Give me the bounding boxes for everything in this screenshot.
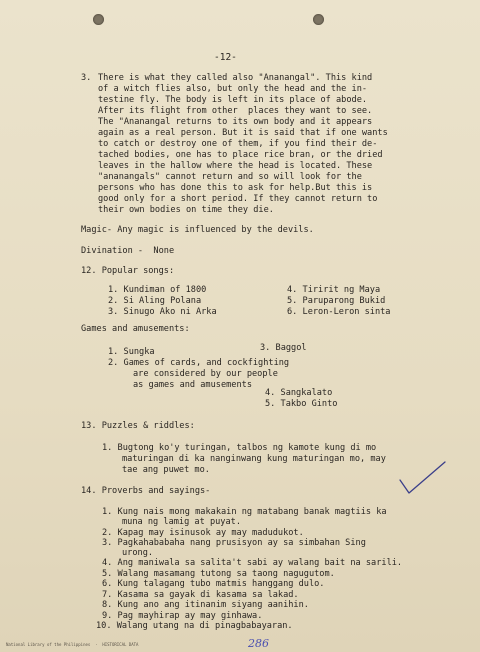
riddle-line: tae ang puwet mo.	[122, 465, 210, 475]
item3-line: good only for a short period. If they cannot return to	[98, 194, 378, 204]
footer-text: National Library of the Philippines · HISTORICAL DATA	[6, 642, 139, 647]
riddle-line: maturingan di ka nanginwang kung maturingan mo, may	[122, 454, 386, 464]
item3-line: There is what they called also "Ananangal". This kind	[98, 73, 373, 83]
proverb-line: 7. Kasama sa gayak di kasama sa lakad.	[102, 590, 299, 600]
proverb-line: 9. Pag mayhirap ay may ginhawa.	[102, 611, 263, 621]
song-item: 1. Kundiman of 1800	[108, 285, 207, 295]
game-item: 1. Sungka	[108, 347, 155, 357]
riddle-line: 1. Bugtong ko'y turingan, talbos ng kamote kung di mo	[102, 443, 377, 453]
item3-line: persons who has done this to ask for help.But this is	[98, 183, 373, 193]
item3-line: tached bodies, one has to place rice bran, or the dried	[98, 150, 383, 160]
song-item: 2. Si Aling Polana	[108, 296, 202, 306]
song-item: 4. Tiririt ng Maya	[287, 285, 381, 295]
binder-hole-left	[93, 14, 104, 25]
game-item: 4. Sangkalato	[265, 388, 333, 398]
proverb-line: 1. Kung nais mong makakain ng matabang banak magtiis ka	[102, 507, 387, 517]
magic-line: Magic- Any magic is influenced by the devils.	[81, 225, 314, 235]
handwritten-page-number: 286	[248, 637, 269, 650]
proverb-line: 3. Pagkahababaha nang prusisyon ay sa simbahan Sing	[102, 538, 366, 548]
proverb-line: muna ng lamig at puyat.	[122, 517, 241, 527]
proverb-line: 10. Walang utang na di pinagbabayaran.	[96, 621, 293, 631]
song-item: 3. Sinugo Ako ni Arka	[108, 307, 217, 317]
item3-line: their own bodies on time they die.	[98, 205, 274, 215]
proverb-line: 2. Kapag may isinusok ay may madudukot.	[102, 528, 304, 538]
proverb-line: 6. Kung talagang tubo matmis hanggang dulo.	[102, 579, 325, 589]
song-item: 5. Paruparong Bukid	[287, 296, 386, 306]
item3-number: 3.	[81, 73, 92, 83]
item3-line: "ananangals" cannot return and so will look for the	[98, 172, 362, 182]
game-item: 3. Baggol	[260, 343, 307, 353]
item3-line: leaves in the hallow where the head is located. These	[98, 161, 373, 171]
proverb-line: urong.	[122, 548, 154, 558]
divination-line: Divination - None	[81, 246, 175, 256]
proverb-line: 4. Ang maniwala sa salita't sabi ay walang bait na sarili.	[102, 558, 403, 568]
item3-line: The "Ananangal returns to its own body and it appears	[98, 117, 373, 127]
section12-heading: 12. Popular songs:	[81, 266, 175, 276]
section13-heading: 13. Puzzles & riddles:	[81, 421, 195, 431]
item3-line: to catch or destroy one of them, if you find their de-	[98, 139, 378, 149]
game-item: are considered by our people	[133, 369, 278, 379]
item3-line: again as a real person. But it is said that if one wants	[98, 128, 388, 138]
proverb-line: 8. Kung ano ang itinanim siyang aanihin.	[102, 600, 309, 610]
game-item: as games and amusements	[133, 380, 252, 390]
item3-line: testine fly. The body is left in its place of abode.	[98, 95, 368, 105]
games-heading: Games and amusements:	[81, 324, 190, 334]
game-item: 5. Takbo Ginto	[265, 399, 338, 409]
game-item: 2. Games of cards, and cockfighting	[108, 358, 290, 368]
binder-hole-right	[313, 14, 324, 25]
checkmark-icon	[398, 460, 448, 496]
proverb-line: 5. Walang masamang tutong sa taong nagugutom.	[102, 569, 335, 579]
item3-line: of a witch flies also, but only the head and the in-	[98, 84, 368, 94]
item3-line: After its flight from other places they want to see.	[98, 106, 373, 116]
page-number: -12-	[214, 52, 237, 63]
section14-heading: 14. Proverbs and sayings-	[81, 486, 211, 496]
song-item: 6. Leron-Leron sinta	[287, 307, 391, 317]
